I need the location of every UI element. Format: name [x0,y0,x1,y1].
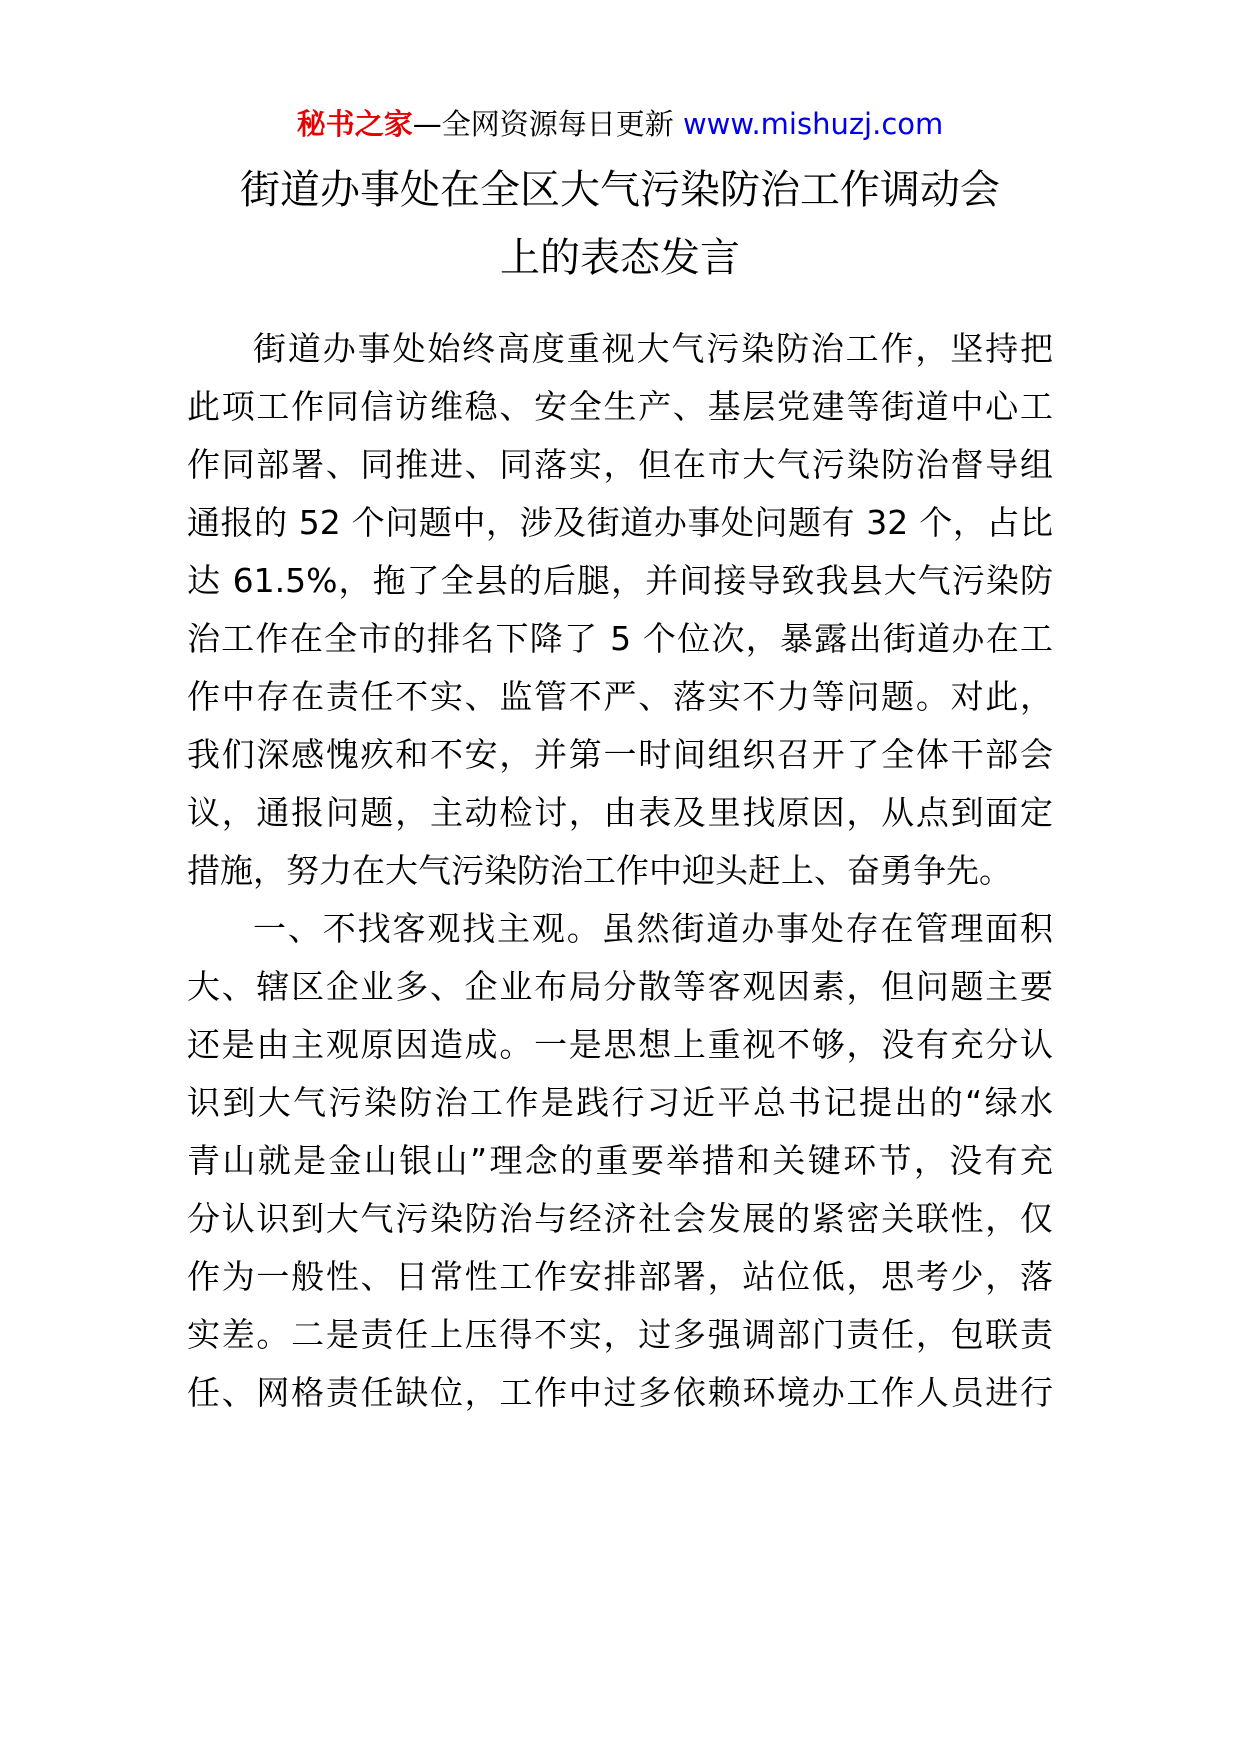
body-line: 议，通报问题，主动检讨，由表及里找原因，从点到面定 [187,793,1053,832]
header-tagline: —全网资源每日更新 [412,107,674,141]
body-line: 还是由主观原因造成。一是思想上重视不够，没有充分认 [187,1025,1053,1064]
body-line: 此项工作同信访维稳、安全生产、基层党建等街道中心工 [187,387,1053,426]
body-line: 措施，努力在大气污染防治工作中迎头赶上、奋勇争先。 [187,851,1012,890]
body-line: 作同部署、同推进、同落实，但在市大气污染防治督导组 [187,445,1053,484]
body-line: 作为一般性、日常性工作安排部署，站位低，思考少，落 [187,1257,1053,1296]
document-title-line-2: 上的表态发言 [500,235,740,281]
body-line: 作中存在责任不实、监管不严、落实不力等问题。对此， [187,677,1053,716]
body-line: 达 61.5%，拖了全县的后腿，并间接导致我县大气污染防 [187,561,1053,600]
document-title-line-1: 街道办事处在全区大气污染防治工作调动会 [240,167,1000,213]
body-line: 分认识到大气污染防治与经济社会发展的紧密关联性，仅 [187,1199,1053,1238]
body-line: 治工作在全市的排名下降了 5 个位次，暴露出街道办在工 [187,619,1053,658]
body-line: 一、不找客观找主观。虽然街道办事处存在管理面积 [253,909,1053,948]
body-line: 青山就是金山银山”理念的重要举措和关键环节，没有充 [187,1141,1053,1180]
body-line: 街道办事处始终高度重视大气污染防治工作，坚持把 [253,329,1053,368]
brand-name: 秘书之家 [296,107,413,141]
body-line: 任、网格责任缺位，工作中过多依赖环境办工作人员进行 [187,1373,1053,1412]
site-url-link[interactable]: www.mishuzj.com [682,107,944,141]
body-line: 通报的 52 个问题中，涉及街道办事处问题有 32 个，占比 [187,503,1053,542]
site-header [0,104,1240,144]
body-line: 实差。二是责任上压得不实，过多强调部门责任，包联责 [187,1315,1053,1354]
body-line: 识到大气污染防治工作是践行习近平总书记提出的“绿水 [187,1083,1053,1122]
body-line: 大、辖区企业多、企业布局分散等客观因素，但问题主要 [187,967,1053,1006]
body-line: 我们深感愧疚和不安，并第一时间组织召开了全体干部会 [187,735,1053,774]
